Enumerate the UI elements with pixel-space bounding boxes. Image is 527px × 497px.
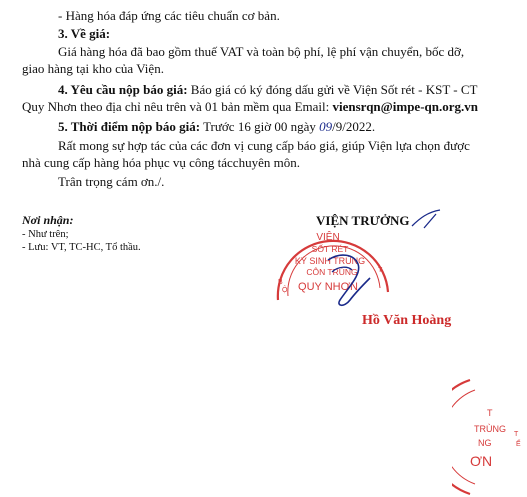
- section-5-text-b: /9/2022.: [332, 119, 376, 134]
- side-stamp-line-4: ƠN: [470, 453, 493, 469]
- section-4-line-1: [58, 82, 478, 98]
- recipients-item-1: - Như trên;: [22, 229, 69, 240]
- stamp-line-1: VIỆN: [316, 232, 340, 243]
- svg-text:B: B: [278, 279, 283, 286]
- side-stamp-line-2: TRÙNG: [474, 424, 506, 434]
- signature-scribble-icon: [318, 244, 378, 314]
- section-3-line-1: Giá hàng hóa đã bao gồm thuế VAT và toàn bộ phí, lệ phí vận chuyển, bốc dỡ,: [58, 44, 465, 59]
- section-5-text-a: Trước 16 giờ 00 ngày: [203, 119, 320, 134]
- section-4-email-intro: Quy Nhơn theo địa chỉ nêu trên và 01 bản mềm qua Email:: [22, 99, 333, 114]
- recipients-title: Nơi nhận:: [22, 213, 74, 227]
- stamp-line-5: QUY NHƠN: [298, 281, 358, 293]
- section-3-title: 3. Về giá:: [58, 26, 111, 41]
- cooperation-line-2: nhà cung cấp hàng hóa phục vụ công tácchuyên môn.: [22, 155, 300, 170]
- signature-role: VIỆN TRƯỞNG: [316, 213, 410, 228]
- handwritten-day: 09: [319, 119, 333, 134]
- section-3-line-2: giao hàng tại kho của Viện.: [22, 61, 164, 76]
- section-4-text: Báo giá có ký đóng dấu gửi về Viện Sốt rét - KST - CT: [190, 82, 478, 97]
- section-5-title: 5. Thời điểm nộp báo giá:: [58, 119, 201, 134]
- svg-text:T: T: [514, 431, 519, 438]
- thanks-line: Trân trọng cám ơn./.: [58, 174, 165, 189]
- section-4-title: 4. Yêu cầu nộp báo giá:: [58, 82, 188, 97]
- side-stamp-line-3: NG: [478, 438, 492, 448]
- section-5-line: [58, 119, 375, 135]
- svg-text:Ộ: Ộ: [282, 287, 288, 294]
- svg-text:Ế: Ế: [516, 441, 521, 448]
- signer-name: Hồ Văn Hoàng: [362, 313, 452, 328]
- section-4-line-2: [22, 99, 478, 115]
- stamp-line-2: SỐT RÉT: [311, 244, 349, 254]
- bullet-standard: - Hàng hóa đáp ứng các tiêu chuẩn cơ bản.: [58, 8, 280, 23]
- stamp-line-3: KÝ SINH TRÙNG: [294, 256, 366, 266]
- side-stamp-line-1: T: [487, 408, 493, 418]
- stamp-line-4: CÔN TRÙNG: [306, 267, 358, 277]
- cooperation-line-1: Rất mong sự hợp tác của các đơn vị cung cấp báo giá, giúp Viện lựa chọn được: [58, 138, 470, 153]
- side-partial-stamp: [452, 376, 527, 497]
- svg-text:T: T: [378, 267, 383, 274]
- email-address: viensrqn@impe-qn.org.vn: [332, 99, 478, 114]
- recipients-item-2: - Lưu: VT, TC-HC, Tổ thầu.: [22, 242, 141, 253]
- handwritten-flourish-icon: [410, 208, 444, 230]
